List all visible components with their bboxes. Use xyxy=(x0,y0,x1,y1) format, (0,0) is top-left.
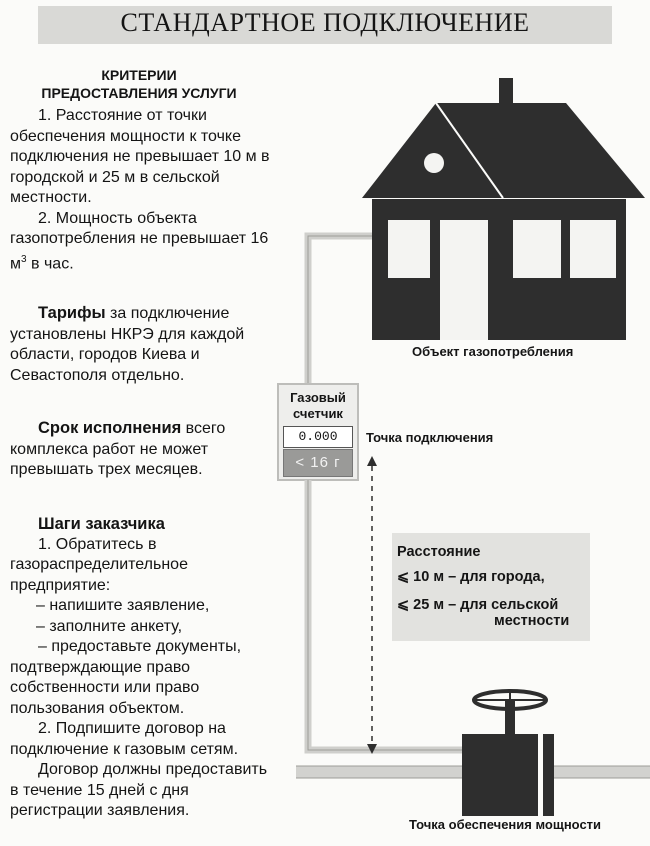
steps-heading: Шаги заказчика xyxy=(38,515,165,533)
house-roof xyxy=(362,103,645,198)
object-label: Объект газопотребления xyxy=(412,344,574,359)
criteria-item-2-sup: 3 xyxy=(21,253,27,265)
window-left xyxy=(388,220,430,278)
distance-title: Расстояние xyxy=(397,544,481,560)
step-2: 2. Подпишите договор на подключение к газовым сетям. xyxy=(10,720,239,758)
gas-pipe-upper-outline xyxy=(308,236,372,386)
step-1: 1. Обратитесь в газораспределительное предприятие: xyxy=(10,535,188,594)
valve-stem xyxy=(505,700,515,736)
meter-capacity-plate: < 16 г xyxy=(283,449,353,477)
tariffs-text: за подключение установлены НКРЭ для каждой области, городов Киева и Севастополя отдельно. xyxy=(10,305,245,384)
distance-rural-line2: местности xyxy=(494,613,570,629)
meter-label-line2: счетчик xyxy=(293,406,343,421)
criteria-item-2-text: 2. Мощность объекта газопотребления не превышает 16 м xyxy=(10,209,269,272)
connection-point-label: Точка подключения xyxy=(366,430,494,445)
supply-point-label: Точка обеспечения мощности xyxy=(409,817,602,832)
contract-note: Договор должны предоставить в течение 15 дней с дня регистрации заявления. xyxy=(10,761,268,819)
criteria-item-1: 1. Расстояние от точки обеспечения мощности к точке подключения не превышает 10 м в городской и 25 м в сельской местности. xyxy=(10,107,270,206)
window-right-1 xyxy=(513,220,561,278)
page-title: СТАНДАРТНОЕ ПОДКЛЮЧЕНИЕ xyxy=(120,8,530,37)
distance-city: ⩽ 10 м – для города, xyxy=(397,569,545,585)
distance-rural-line1: ⩽ 25 м – для сельской xyxy=(397,597,559,613)
supply-point-block-gap xyxy=(538,734,543,816)
term-heading: Срок исполнения xyxy=(38,419,182,437)
criteria-heading-line2: ПРЕДОСТАВЛЕНИЯ УСЛУГИ xyxy=(41,85,237,101)
tariffs-heading: Тарифы xyxy=(38,304,106,322)
distance-arrow-up xyxy=(367,456,377,466)
step-1-sub-1: – напишите заявление, xyxy=(36,597,210,614)
gas-pipe-upper xyxy=(308,236,372,386)
door xyxy=(440,220,488,340)
term-text: всего комплекса работ не может превышать трех месяцев. xyxy=(10,420,226,478)
step-1-sub-2: – заполните анкету, xyxy=(36,617,183,635)
step-1-sub-3: – предоставьте документы, подтверждающие право собственности или право пользования объектом. xyxy=(10,638,242,717)
meter-label-line1: Газовый xyxy=(290,390,346,405)
meter-label xyxy=(290,390,346,422)
criteria-heading-line1: КРИТЕРИИ xyxy=(101,67,177,83)
criteria-item-2-tail: в час. xyxy=(26,254,74,272)
window-right-2 xyxy=(570,220,616,278)
attic-window xyxy=(424,153,444,173)
meter-reading-display: 0.000 xyxy=(283,426,353,448)
